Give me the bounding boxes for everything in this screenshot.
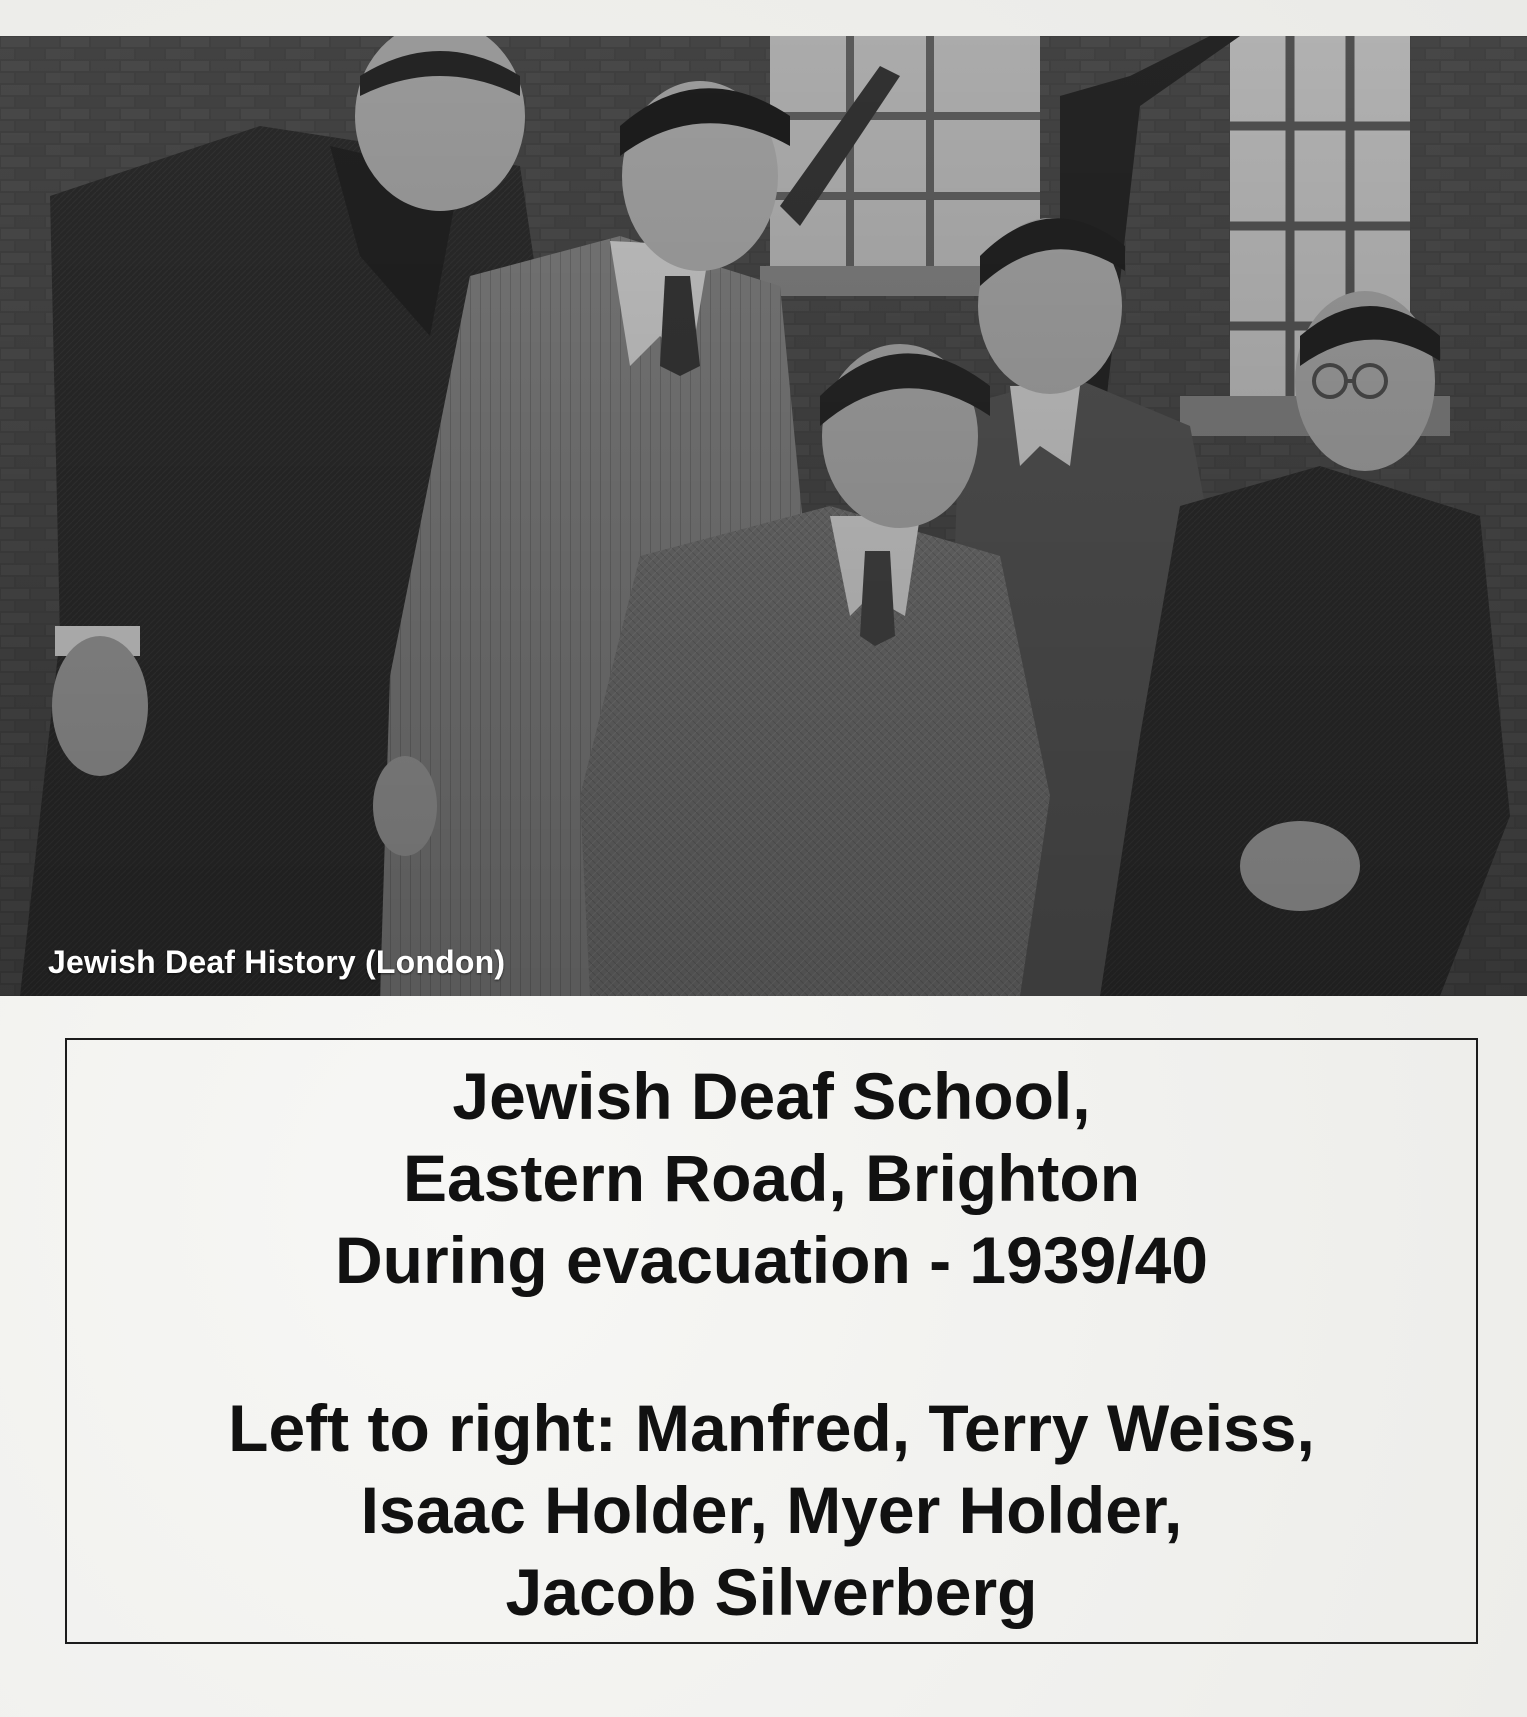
caption-date: During evacuation - 1939/40 (335, 1223, 1208, 1297)
caption-names-line-1: Left to right: Manfred, Terry Weiss, (228, 1391, 1315, 1465)
caption-box (65, 1038, 1478, 1644)
historical-photograph (0, 36, 1527, 996)
caption-names-line-3: Jacob Silverberg (505, 1555, 1038, 1629)
photo-illustration (0, 36, 1527, 996)
photo-watermark: Jewish Deaf History (London) (48, 944, 506, 980)
caption-location: Eastern Road, Brighton (402, 1141, 1141, 1215)
caption-title: Jewish Deaf School, (452, 1059, 1091, 1133)
caption-names-line-2: Isaac Holder, Myer Holder, (360, 1473, 1183, 1547)
